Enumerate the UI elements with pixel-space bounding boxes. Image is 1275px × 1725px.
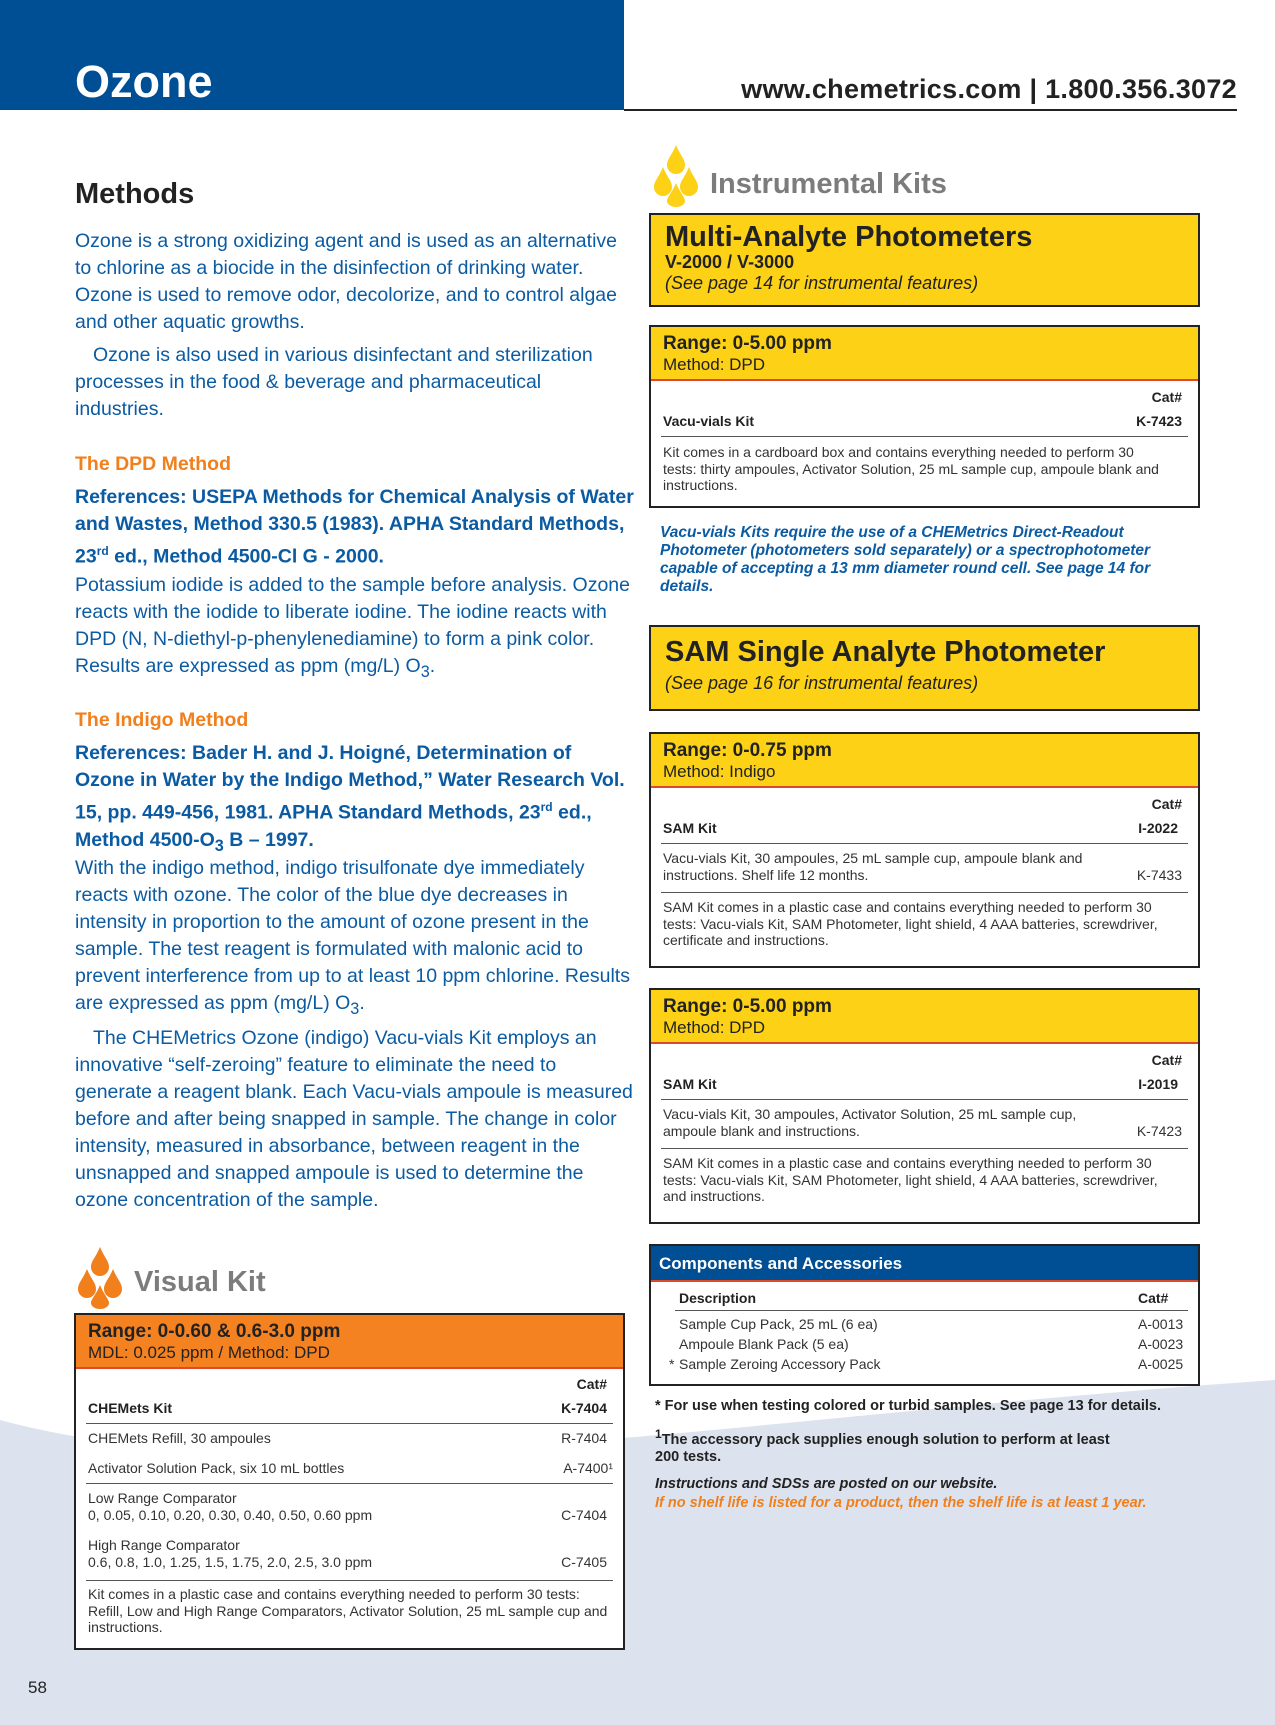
kit-note: Kit comes in a cardboard box and contains everything needed to perform 30 tests: thirty ampoules, Activator Solution, 25 mL sample cup, ampoule blank and instructions.: [663, 444, 1159, 493]
multi-analyte-title-box: [649, 213, 1200, 307]
kit-name: CHEMets Kit: [88, 1400, 173, 1416]
indigo-method-heading: The Indigo Method: [75, 709, 249, 731]
accessory-row: * Sample Zeroing Accessory Pack: [669, 1356, 881, 1372]
cat-header: Cat#: [1151, 389, 1182, 405]
method-label: Method: DPD: [663, 355, 766, 374]
divider: [661, 1148, 1188, 1149]
cat-header: Cat#: [576, 1376, 607, 1392]
divider: [661, 436, 1188, 437]
range-bar: [651, 734, 1198, 788]
multi-kit-box: [649, 325, 1200, 508]
range-label: Range: 0-5.00 ppm: [663, 333, 832, 354]
kit-note: SAM Kit comes in a plastic case and contains everything needed to perform 30 tests: Vacu-vials Kit, SAM Photometer, light shield, 4 AAA batteries, screwdriver, certificate and instructions.: [663, 899, 1158, 948]
col-description: Description: [679, 1290, 757, 1306]
range-bar: [651, 327, 1198, 381]
indigo-references: References: Bader H. and J. Hoigné, Determination of Ozone in Water by the Indigo Method,” Water Research Vol. 15, pp. 449-456, 1981. APHA Standard Methods, 23rd ed., Method $4500-O_3$ B – 1997.: [75, 742, 625, 855]
row-cat: A-7400¹: [563, 1460, 613, 1476]
divider: [661, 843, 1188, 844]
method-label: Method: DPD: [663, 1018, 766, 1037]
sam-indigo-box: [649, 732, 1200, 968]
cat-header: Cat#: [1151, 796, 1182, 812]
row-cat: K-7433: [1136, 867, 1182, 883]
divider: [86, 1580, 613, 1581]
footnote-instructions: Instructions and SDSs are posted on our website.: [655, 1476, 998, 1492]
methods-paragraph-2: Ozone is also used in various disinfectant and sterilization processes in the food & beverage and pharmaceutical industries.: [75, 344, 593, 420]
sam-dpd-box: [649, 988, 1200, 1224]
kit-note: Kit comes in a plastic case and contains everything needed to perform 30 tests: Refill, Low and High Range Comparators, Activator Solution, 25 mL sample cup and instructions.: [88, 1586, 608, 1635]
kit-cat: K-7404: [561, 1400, 607, 1416]
dpd-description: Potassium iodide is added to the sample before analysis. Ozone reacts with the iodide to liberate iodine. The iodine reacts with DPD (N, N-diethyl-p-phenylenediamine) to form a pink color. Results are expressed as ppm (mg/L) $O_3$.: [75, 574, 630, 681]
multi-analyte-title: Multi-Analyte Photometers: [665, 221, 1033, 253]
indigo-description: With the indigo method, indigo trisulfonate dye immediately reacts with ozone. The color of the blue dye decreases in intensity in proportion to the amount of ozone present in the sample. The test reagent is formulated with malonic acid to prevent interference from up to at least 10 ppm chlorine. Results are expressed as ppm (mg/L) $O_3$.: [75, 857, 630, 1018]
see-page-note: (See page 14 for instrumental features): [665, 273, 979, 293]
vacu-vials-note: Vacu-vials Kits require the use of a CHEMetrics Direct-Readout Photometer (photometers sold separately) or a spectrophotometer capable of accepting a 13 mm diameter round cell. See page 14 for details.: [660, 524, 1151, 595]
method-label: Method: Indigo: [663, 762, 776, 781]
visual-kit-box: [74, 1313, 625, 1650]
kit-note: SAM Kit comes in a plastic case and contains everything needed to perform 30 tests: Vacu-vials Kit, SAM Photometer, light shield, 4 AAA batteries, screwdriver, and instructions.: [663, 1155, 1158, 1204]
dpd-method-heading: The DPD Method: [75, 453, 231, 475]
row-desc: Vacu-vials Kit, 30 ampoules, Activator Solution, 25 mL sample cup, ampoule blank and instructions.: [663, 1106, 1077, 1139]
row-desc: Activator Solution Pack, six 10 mL bottles: [88, 1460, 345, 1476]
row-desc: High Range Comparator 0.6, 0.8, 1.0, 1.25, 1.5, 1.75, 2.0, 2.5, 3.0 ppm: [88, 1537, 373, 1570]
row-cat: C-7404: [561, 1507, 607, 1523]
kit-name: SAM Kit: [663, 820, 717, 836]
components-box: [649, 1244, 1200, 1386]
kit-cat: I-2022: [1138, 820, 1178, 836]
divider: [661, 892, 1188, 893]
row-desc: Vacu-vials Kit, 30 ampoules, 25 mL sample cup, ampoule blank and instructions. Shelf life 12 months.: [663, 850, 1083, 883]
col-cat: Cat#: [1138, 1290, 1169, 1306]
instrumental-kits-heading: Instrumental Kits: [710, 168, 947, 200]
divider: [675, 1310, 1188, 1311]
divider: [86, 1423, 613, 1424]
page-title: Ozone: [75, 56, 213, 107]
footnote-shelf-life: If no shelf life is listed for a product, then the shelf life is at least 1 year.: [655, 1495, 1147, 1511]
components-heading: Components and Accessories: [659, 1254, 903, 1273]
kit-name: Vacu-vials Kit: [663, 413, 755, 429]
kit-cat: K-7423: [1136, 413, 1182, 429]
range-label: Range: 0-0.75 ppm: [663, 740, 832, 761]
range-label: Range: 0-5.00 ppm: [663, 996, 832, 1017]
accessory-cat: A-0025: [1138, 1356, 1184, 1372]
methods-paragraph-1: Ozone is a strong oxidizing agent and is used as an alternative to chlorine as a biocide in the disinfection of drinking water. Ozone is used to remove odor, decolorize, and to control algae and other aquatic growths.: [75, 230, 618, 333]
dpd-references: References: USEPA Methods for Chemical Analysis of Water and Wastes, Method 330.5 (1983). APHA Standard Methods, 23rd ed., Method 4500-Cl G - 2000.: [75, 486, 634, 568]
indigo-description-2: The CHEMetrics Ozone (indigo) Vacu-vials Kit employs an innovative “self-zeroing” feature to eliminate the need to generate a reagent blank. Each Vacu-vials ampoule is measured before and after being snapped in sample. The change in color intensity, measured in absorbance, between reagent in the unsnapped and snapped ampoule is used to determine the ozone concentration of the sample.: [75, 1027, 633, 1211]
accessory-cat: A-0013: [1138, 1316, 1184, 1332]
row-cat: C-7405: [561, 1554, 607, 1570]
range-bar: [651, 990, 1198, 1044]
accessory-row: Ampoule Blank Pack (5 ea): [679, 1336, 849, 1352]
cat-header: Cat#: [1151, 1052, 1182, 1068]
kit-name: SAM Kit: [663, 1076, 717, 1092]
visual-kit-range-bar: [76, 1315, 623, 1369]
row-cat: R-7404: [561, 1430, 607, 1446]
components-header-bar: [651, 1246, 1198, 1282]
drops-icon: [652, 143, 700, 207]
models-label: V-2000 / V-3000: [665, 252, 795, 272]
row-desc: CHEMets Refill, 30 ampoules: [88, 1430, 271, 1446]
drops-icon: [76, 1245, 124, 1309]
accessory-cat: A-0023: [1138, 1336, 1184, 1352]
footnote-one: $^1$The accessory pack supplies enough solution to perform at least 200 tests.: [655, 1427, 1110, 1465]
row-desc: Low Range Comparator 0, 0.05, 0.10, 0.20, 0.30, 0.40, 0.50, 0.60 ppm: [88, 1490, 373, 1523]
see-page-note: (See page 16 for instrumental features): [665, 673, 979, 693]
header-rule: [624, 109, 1237, 111]
sam-title-box: [649, 625, 1200, 711]
kit-cat: I-2019: [1138, 1076, 1178, 1092]
method-label: MDL: 0.025 ppm / Method: DPD: [88, 1343, 330, 1362]
accessory-row: Sample Cup Pack, 25 mL (6 ea): [679, 1316, 878, 1332]
range-label: Range: 0-0.60 & 0.6-3.0 ppm: [88, 1321, 341, 1342]
sam-title: SAM Single Analyte Photometer: [665, 636, 1106, 668]
footnote-asterisk: * For use when testing colored or turbid samples. See page 13 for details.: [655, 1398, 1162, 1414]
page-number: 58: [28, 1678, 47, 1697]
methods-heading: Methods: [75, 178, 195, 210]
divider: [86, 1483, 613, 1484]
divider: [661, 1099, 1188, 1100]
row-cat: K-7423: [1136, 1123, 1182, 1139]
visual-kit-heading: Visual Kit: [134, 1266, 266, 1298]
contact-info: www.chemetrics.com | 1.800.356.3072: [741, 74, 1237, 104]
